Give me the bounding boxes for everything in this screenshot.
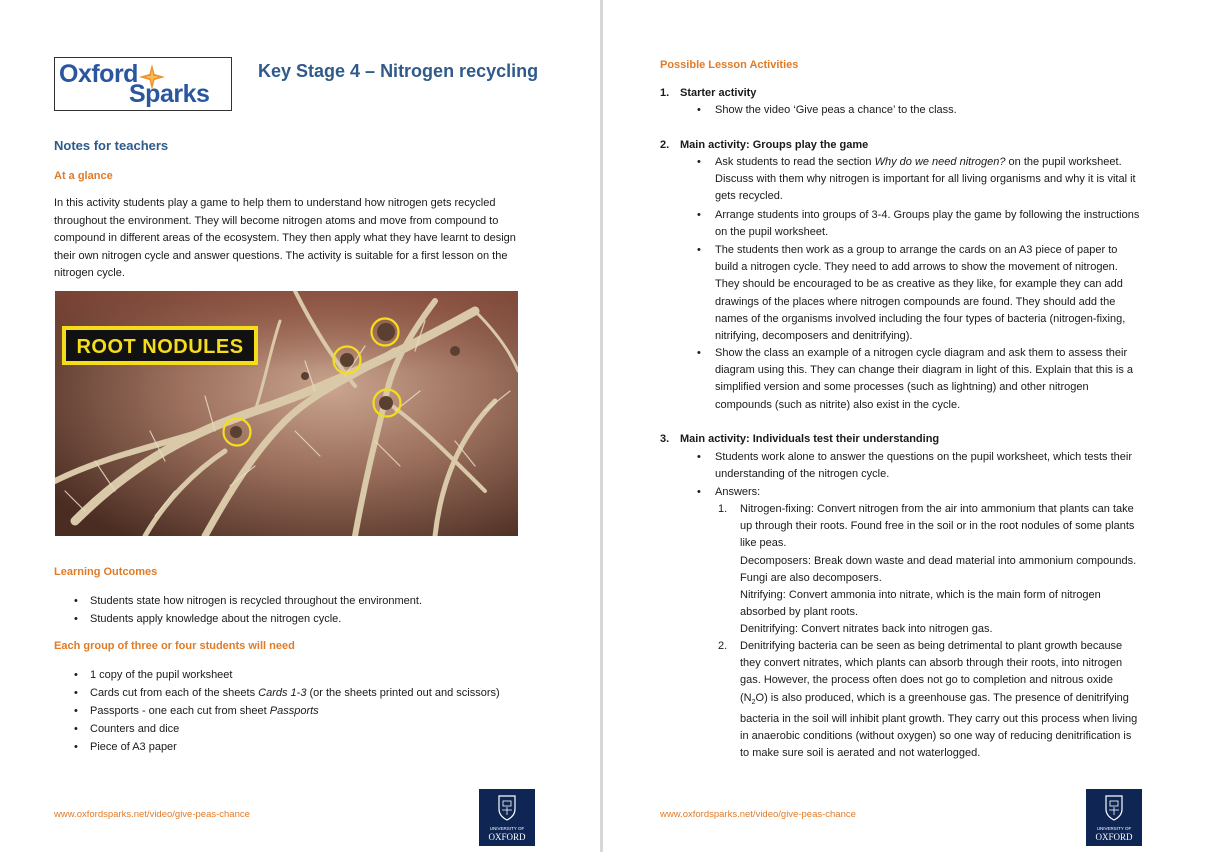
section-number: 2. [660,139,670,151]
bullet-line: They should be encouraged to be as creative as they like, for example they can add [715,278,1123,291]
item-text: Cards cut from each of the sheets [90,687,259,699]
paragraph-line: throughout the environment. They will become nitrogen atoms and move from compound to [54,214,499,227]
paragraph-line: nitrogen cycle. [54,267,125,279]
starter-bullet [697,102,1195,119]
answer-line: like peas. [740,537,787,550]
item-text: Passports - one each cut from sheet [90,705,270,717]
answer-line: Denitrifying: Convert nitrates back into nitrogen gas. [740,623,993,636]
learning-outcomes-list [54,592,574,628]
section-title: Main activity: Individuals test their understanding [680,433,940,445]
oxford-university-crest [479,789,535,846]
bullet-text: Answers: [715,486,761,498]
answer-number: 1. [718,503,728,515]
answer-line: Fungi are also decomposers. [740,571,882,584]
answer-number: 2. [718,640,728,652]
group-needs-list [54,666,574,756]
section-title: Main activity: Groups play the game [680,139,869,151]
section-individuals-heading [660,433,939,445]
left-page [0,0,600,852]
bullet-text: on the pupil worksheet. [1005,156,1122,168]
list-item [54,702,574,720]
bullet-line: understanding of the nitrogen cycle. [715,468,890,481]
bullet-line: simplified version and some processes (such as lightning) and other nitrogen [715,381,1089,394]
bullet-icon: • [697,244,701,256]
bullet-line: names of the organisms involved including the four types of bacteria (nitrogen-fixing, [715,312,1126,325]
bullet-line: on the pupil worksheet. [715,226,829,239]
oxford-university-crest [1086,789,1142,846]
root-nodules-badge [62,326,258,365]
groups-bullet-4 [697,345,1195,414]
crest-oxford-label: OXFORD [1095,832,1133,842]
answer-line: to make sure soil is aerated and not waterlogged. [740,747,981,760]
answer-line: gas. However, the process often does not go to completion and nitrous oxide [740,674,1114,687]
paragraph-line: their own nitrogen cycle and answer questions. The activity is suitable for a first lesson on the [54,249,508,262]
logo-word-oxford: Oxford [59,60,138,88]
bullet-line: Students work alone to answer the questions on the pupil worksheet, which tests their [715,451,1133,463]
section-number: 1. [660,87,670,99]
section-starter-heading [660,87,756,99]
group-needs-heading: Each group of three or four students will need [54,640,295,652]
bullet-line: Arrange students into groups of 3-4. Groups play the game by following the instructions [715,209,1140,221]
answer-line: Decomposers: Break down waste and dead material into ammonium compounds. [740,554,1137,567]
individuals-bullet-1 [697,449,1195,483]
list-item: • Students apply knowledge about the nitrogen cycle. [54,610,574,628]
list-item: • Piece of A3 paper [54,738,574,756]
item-emphasis: Cards 1-3 [258,687,307,699]
answer-line: Denitrifying bacteria can be seen as being detrimental to plant growth because [740,640,1123,652]
list-item: • 1 copy of the pupil worksheet [54,666,574,684]
groups-bullet-3 [697,242,1195,345]
bullet-line: Show the class an example of a nitrogen cycle diagram and ask them to assess their [715,347,1128,359]
groups-bullet-1 [697,154,1195,206]
bullet-line: compounds (such as nitrite) also exist in the cycle. [715,398,961,411]
crest-university-label: UNIVERSITY OF [489,826,525,831]
bullet-line: The students then work as a group to arrange the cards on an A3 piece of paper to [715,244,1118,256]
oxford-sparks-logo [54,57,232,111]
right-page [603,0,1206,852]
list-item [54,684,574,702]
list-item: • Students state how nitrogen is recycled throughout the environment. [54,592,574,610]
bullet-icon: • [697,104,701,116]
groups-bullet-2 [697,207,1195,241]
section-number: 3. [660,433,670,445]
section-groups-heading [660,139,868,151]
answer-line: absorbed by plant roots. [740,606,859,619]
crest-university-label: UNIVERSITY OF [1096,826,1132,831]
logo-word-sparks: Sparks [129,80,210,108]
lesson-activities-heading: Possible Lesson Activities [660,59,799,71]
crest-shield-icon [498,795,516,821]
bullet-line: drawings of the places where nitrogen compounds are found. They should add the [715,295,1116,308]
answer-line: Nitrifying: Convert ammonia into nitrate, which is the main form of nitrogen [740,589,1101,602]
bullet-text: Ask students to read the section [715,156,875,168]
bullet-line: nitrifying, decomposers and denitrifying). [715,330,913,343]
answer-line: up through their roots. Found free in the soil or in the root nodules of some plants [740,520,1135,533]
answer-line: in anaerobic conditions (without oxygen) so one way of reducing denitrification is [740,730,1132,743]
at-a-glance-paragraph [54,195,554,283]
bullet-icon: • [697,209,701,221]
bullet-line: Discuss with them why nitrogen is important for all living organisms and why it is vital it [715,173,1136,186]
item-emphasis: Passports [269,705,319,717]
item-text: (or the sheets printed out and scissors) [306,687,500,699]
formula-text: (N [740,691,752,704]
learning-outcomes-heading: Learning Outcomes [54,566,158,578]
bullet-emphasis: Why do we need nitrogen? [874,156,1006,168]
answer-1 [718,501,1160,639]
paragraph-line: In this activity students play a game to help them to understand how nitrogen gets recycled [54,197,496,209]
paragraph-line: compound in different areas of the ecosystem. They then apply what they have learnt to design [54,232,516,244]
footer-link[interactable]: www.oxfordsparks.net/video/give-peas-chance [54,809,250,820]
individuals-bullet-2 [697,484,1195,501]
crest-shield-icon [1105,795,1123,821]
formula-subscript: 2 [751,698,756,706]
formula-text: O) is also produced, which is a greenhouse gas. The presence of denitrifying [755,691,1129,704]
bullet-icon: • [697,347,701,359]
bullet-icon: • [697,451,701,463]
page-title: Key Stage 4 – Nitrogen recycling [258,61,539,81]
bullet-icon: • [697,156,701,168]
list-item: • Counters and dice [54,720,574,738]
answer-line: Nitrogen-fixing: Convert nitrogen from the air into ammonium that plants can take [740,503,1134,515]
bullet-line: gets recycled. [715,190,783,203]
crest-oxford-label: OXFORD [488,832,526,842]
bullet-text: Show the video ‘Give peas a chance’ to the class. [715,104,957,116]
answer-2 [718,638,1160,763]
answer-line: bacteria in the soil will inhibit plant growth. They carry out this process when living [740,713,1138,725]
answer-line: they convert nitrates, which plants can absorb through their roots, into nitrogen [740,657,1123,670]
at-a-glance-heading: At a glance [54,170,113,182]
notes-heading: Notes for teachers [54,138,169,153]
bullet-icon: • [697,486,701,498]
bullet-line: build a nitrogen cycle. They need to add arrows to show the movement of nitrogen. [715,261,1118,274]
footer-link[interactable]: www.oxfordsparks.net/video/give-peas-chance [660,809,856,820]
answer-line [740,690,1160,711]
section-title: Starter activity [680,87,757,99]
bullet-line: diagram using this. They can change their diagram in light of this. Explain that this is a [715,364,1134,377]
badge-text: ROOT NODULES [76,336,244,358]
bullet-line [715,154,1195,171]
